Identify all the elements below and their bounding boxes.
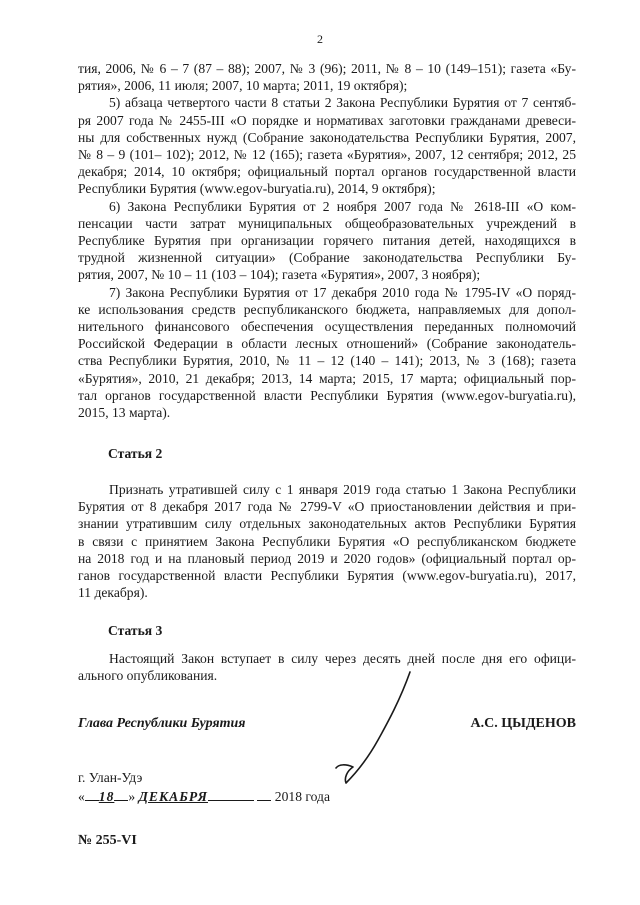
article-3-heading: Статья 3	[108, 623, 163, 638]
text-line: 6) Закона Республики Бурятия от 2 ноября 2007 года № 2618-III «О ком-	[109, 198, 576, 214]
text-line: ря 2007 года № 2455-III «О порядке и нормативах заготовки гражданами древеси-	[78, 112, 576, 128]
text-line: в связи с принятием Закона Республики Бурятия «О республиканском бюджете	[78, 533, 576, 549]
text-line: Признать утратившей силу с 1 января 2019 года статью 1 Закона Республики	[109, 482, 576, 497]
text-line: ального опубликования.	[78, 668, 218, 684]
text-line: пенсации части затрат муниципальных общеобразовательных учреждений в	[78, 215, 576, 231]
signing-date	[78, 789, 330, 805]
law-registration-number: № 255-VI	[78, 833, 137, 848]
date-blank	[85, 800, 99, 801]
text-line: на 2018 год и на плановый период 2019 и 2020 годов» (официальный портал ор-	[78, 550, 576, 566]
text-line: Настоящий Закон вступает в силу через десять дней после дня его офици-	[109, 651, 576, 666]
text-line: Республики Бурятия (www.egov-buryatia.ru), 2014, 9 октября);	[78, 181, 436, 197]
text-line: 2015, 13 марта).	[78, 405, 171, 421]
date-blank	[114, 800, 128, 801]
article-2-heading: Статья 2	[108, 446, 163, 461]
text-line: «Бурятия», 2010, 21 декабря; 2013, 14 марта; 2015, 17 марта; официальный пор-	[78, 370, 576, 386]
text-line: 11 декабря).	[78, 585, 148, 601]
article-3-text	[78, 650, 576, 684]
text-line: рятия, 2007, № 10 – 11 (103 – 104); газета «Бурятия», 2007, 3 ноября);	[78, 267, 481, 283]
text-line: ства Республики Бурятия, 2010, № 11 – 12 (140 – 141); 2013, № 3 (168); газета	[78, 353, 576, 369]
date-close-quote: »	[128, 789, 136, 804]
signatory-name: А.С. ЦЫДЕНОВ	[470, 716, 576, 731]
text-line: 5) абзаца четвертого части 8 статьи 2 Закона Республики Бурятия от 7 сентяб-	[109, 95, 576, 111]
date-year: 2018 года	[274, 789, 330, 804]
place-of-signing: г. Улан-Удэ	[78, 770, 143, 785]
article-2-text	[78, 481, 576, 601]
text-line: ганов государственной власти Республики Бурятия (www.egov-buryatia.ru), 2017,	[78, 568, 576, 584]
repeal-list-continued	[78, 60, 576, 421]
text-line: № 8 – 9 (101– 102); 2012, № 12 (165); газета «Бурятия», 2007, 12 сентября; 2012, 25	[78, 147, 576, 163]
text-line: рятия», 2006, 11 июля; 2007, 10 марта; 2011, 19 октября);	[78, 78, 408, 94]
date-month: ДЕКАБРЯ	[138, 789, 208, 804]
text-line: трудной жизненной ситуации» (Собрание законодательства Республики Бу-	[78, 250, 576, 266]
text-line: декабря; 2014, 10 октября; официальный портал органов государственной власти	[78, 164, 576, 180]
text-line: 7) Закона Республики Бурятия от 17 декабря 2010 года № 1795-IV «О поряд-	[109, 284, 576, 300]
text-line: ны для собственных нужд (Собрание законодательства Республики Бурятия, 2007,	[78, 129, 576, 145]
text-line: ке использования средств республиканского бюджета, направляемых для допол-	[78, 301, 576, 317]
text-line: Республике Бурятия при организации горячего питания детей, находящихся в	[78, 233, 576, 249]
date-blank	[257, 800, 271, 801]
text-line: знании утратившим силу отдельных законодательных актов Республики Бурятия	[78, 516, 576, 532]
text-line: тия, 2006, № 6 – 7 (87 – 88); 2007, № 3 (96); 2011, № 8 – 10 (149–151); газета «Бу-	[78, 61, 576, 76]
signatory-title: Глава Республики Бурятия	[78, 716, 246, 731]
text-line: Российской Федерации в области лесных отношений» (Собрание законодатель-	[78, 336, 576, 352]
text-line: Бурятия от 8 декабря 2017 года № 2799-V «О приостановлении действия и при-	[78, 499, 576, 515]
date-day: 18	[98, 789, 115, 804]
page-number: 2	[317, 32, 323, 46]
text-line: тал органов государственной власти Республики Бурятия (www.egov-buryatia.ru),	[78, 387, 576, 403]
date-blank	[208, 800, 254, 801]
text-line: нительного финансового обеспечения осуществления переданных полномочий	[78, 319, 576, 335]
date-open-quote: «	[78, 789, 85, 804]
